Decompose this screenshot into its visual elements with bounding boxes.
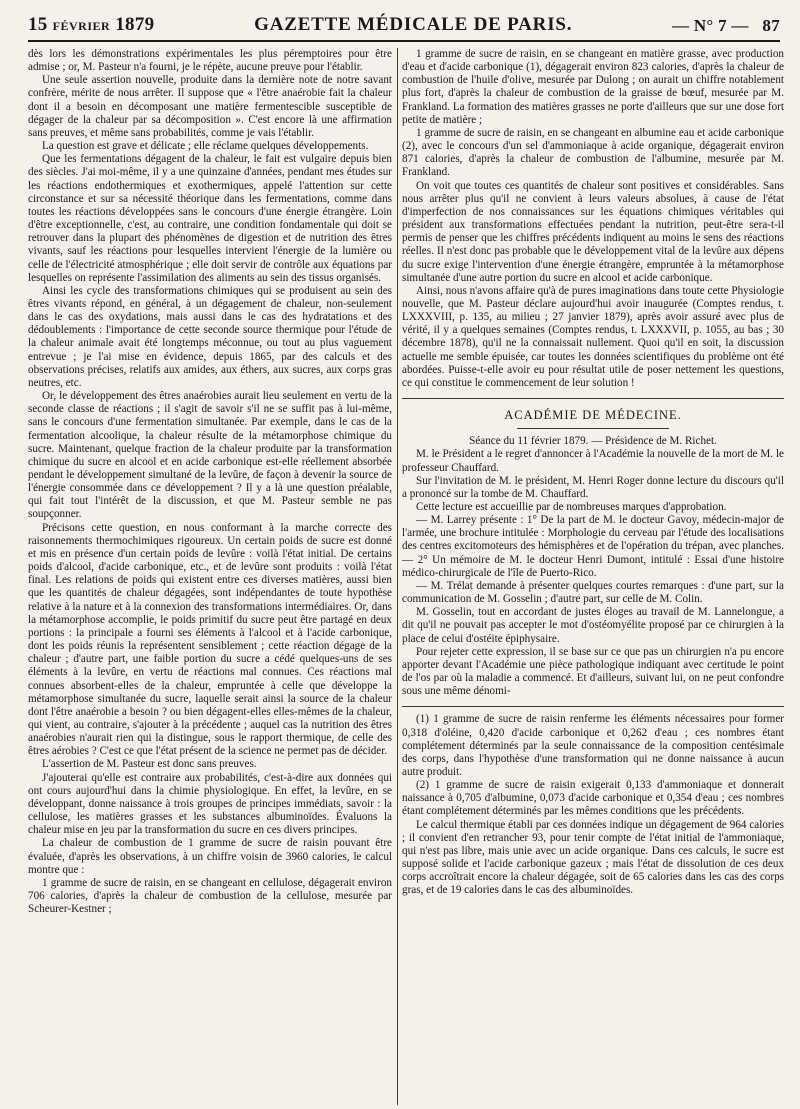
paragraph: Précisons cette question, en nous conformant à la marche correcte des raisonnements thermochimiques rigoureux. Un certain poids de sucre est donné et mis en présence d'un certain poids de levûre : voilà l'état initial. De certains poids d'alcool, d'acide carbonique, etc., et de levûre sont produits : voilà l'état final. Les relations de poids qui existent entre ces diverses matières, aussi bien que les quantités de chaleur dégagées, sont indépendantes de toute hypothèse relative à la nature et à la connexion des transformations intermédiaires. Or, dans la métamorphose accomplie, le poids primitif du sucre peut être partagé en deux portions : la principale a fourni ses éléments à l'alcool et à l'acide carbonique, dont les poids réunis la représentent sensiblement ; cette réaction dégage de la chaleur ; d'autre part, une faible portion du sucre a cédé quelques-uns de ses éléments à la levûre, en vertu de réactions mal connues. Ces réactions mal connues absorbent-elles de la chaleur, empruntée à celle que développe la métamorphose simultanée du sucre, laquelle serait ainsi la source de la chaleur dont l'être anaérobie a besoin ? ou bien dégagent-elles elles-mêmes de la chaleur, qui vient, au contraire, s'ajouter à la précédente ; auquel cas la nutrition des êtres anaérobies n'aurait rien qui la distingue, sous le rapport thermique, de celle des êtres aérobies ? C'est ce que l'état présent de la science ne permet pas de décider. (28, 521, 392, 758)
paragraph: Que les fermentations dégagent de la chaleur, le fait est vulgaire depuis bien des siècles. J'ai moi-même, il y a une quinzaine d'années, pendant mes études sur les réactions endothermiques et exothermiques, appelé l'attention sur cette circonstance et sur sa nécessité théorique dans les fermentations, comme dans toutes les réactions développées sans le concours d'une énergie étrangère. Loin d'être exceptionnelle, c'est, au contraire, une condition fondamentale qui doit se retrouver dans la plupart des phénomènes de digestion et de nutrition des êtres vivants, sauf les réactions pour lesquelles intervient l'énergie de la lumière ou celle de l'électricité atmosphérique ; elle doit servir de contrôle aux équations par lesquelles on représente l'assimilation des aliments au sein des tissus organisés. (28, 153, 392, 284)
page-number: 87 (762, 16, 780, 35)
paragraph: — M. Trélat demande à présenter quelques courtes remarques : d'une part, sur la communication de M. Gosselin ; d'autre part, sur celle de M. Colin. (402, 579, 784, 606)
paragraph: J'ajouterai qu'elle est contraire aux probabilités, c'est-à-dire aux données qui ont cours aujourd'hui dans la chimie physiologique. En effet, la levûre, en se développant, donne naissance à trois groupes de principes immédiats, savoir : la cellulose, les matières grasses et les substances albuminoïdes. Évaluons la chaleur mise en jeu par la transformation du sucre en ces divers principes. (28, 771, 392, 837)
issue-year: 1879 (115, 14, 155, 35)
right-column (402, 48, 784, 1105)
paragraph: La chaleur de combustion de 1 gramme de sucre de raisin pouvant être évaluée, d'après les observations, à un chiffre voisin de 3960 calories, le calcul montre que : (28, 837, 392, 876)
paragraph: Pour rejeter cette expression, il se base sur ce que pas un chirurgien n'a pu encore apporter devant l'Académie une pièce pathologique indiquant avec certitude le point de l'os par où la maladie a commencé. Et d'ailleurs, suivant lui, on ne peut confondre sous une même dénomi- (402, 645, 784, 698)
heading-rule (517, 428, 670, 429)
paragraph: Cette lecture est accueillie par de nombreuses marques d'approbation. (416, 501, 727, 513)
issue-date (28, 14, 154, 36)
issue-day: 15 (28, 14, 48, 35)
issue-month: FÉVRIER (52, 19, 111, 33)
paragraph: dès lors les démonstrations expérimentales les plus péremptoires pour être admise ; or, M. Pasteur n'a fourni, je le répète, aucune preuve pour l'établir. (28, 48, 392, 74)
footnote: (1) 1 gramme de sucre de raisin renferme les éléments nécessaires pour former 0,318 d'oléine, 0,420 d'acide carbonique et 0,262 d'eau ; ces nombres étant complétement déterminés par la seule connaissance de la composition centésimale des corps, dans l'hypothèse d'une transformation qui ne donne naissance à aucun autre produit. (402, 713, 784, 778)
footnote-rule (402, 706, 784, 707)
paragraph: 1 gramme de sucre de raisin, en se changeant en cellulose, dégagerait environ 706 calories, d'après la chaleur de combustion de la cellulose, mesurée par Scheurer-Kestner ; (28, 876, 392, 916)
seance-line: Séance du 11 février 1879. — Présidence de M. Richet. (469, 435, 717, 448)
paragraph: 1 gramme de sucre de raisin, en se changeant en albumine eau et acide carbonique (2), avec le concours d'un sel d'ammoniaque à acide organique, dégagerait environ 871 calories, d'après la chaleur de combustion de l'albumine, mesurée par M. Frankland. (402, 126, 784, 179)
paragraph: La question est grave et délicate ; elle réclame quelques développements. (42, 140, 369, 153)
footnotes (402, 713, 784, 897)
column-divider (397, 48, 398, 1105)
footnote: Le calcul thermique établi par ces données indique un dégagement de 964 calories ; il convient d'en retrancher 93, pour tenir compte de l'état initial de l'ammoniaque, qui n'est pas libre, mais unie avec un acide organique. Dans ces calculs, le sucre est supposé solide et l'acide carbonique gazeux ; mais l'état de dissolution de ces deux corps accroîtrait encore la chaleur dégagée, soit de 65 calories dans les cas des corps gras, et de 19 calories dans le cas des albuminoïdes. (402, 818, 784, 897)
page-header (28, 8, 780, 42)
paragraph: Ainsi les cycle des transformations chimiques qui se produisent au sein des êtres vivants répond, en général, à un dégagement de chaleur, non-seulement dans le cas des oxydations, mais aussi dans le cas des hydratations et des dédoublements : l'importance de cette seconde source thermique pour l'étude de la chaleur animale avait été longtemps méconnue, ou tout au plus vaguement entrevue ; je l'ai mise en évidence, depuis 1865, par des calculs et des observations précises, relatifs aux amides, aux éthers, aux sucres, aux corps gras neutres, etc. (28, 284, 392, 389)
left-column (28, 48, 392, 1105)
section-rule (402, 398, 784, 399)
section-heading: ACADÉMIE DE MÉDECINE. (504, 408, 682, 423)
paragraph: On voit que toutes ces quantités de chaleur sont positives et considérables. Sans nous arrêter plus qu'il ne convient à leurs valeurs absolues, à cause de l'état d'imperfection de nos connaissances sur les équations chimiques véritables qui président aux transformations effectuées pendant la nutrition, peut-être sera-t-il permis de penser que les chiffres précédents indiquent au moins le sens des réactions réelles. Il n'est donc pas probable que le développement vital de la levûre aux dépens du sucre exige l'intervention d'une énergie étrangère, empruntée à la métamorphose simultanée d'une autre portion du sucre en alcool et acide carbonique. (402, 179, 784, 284)
journal-title: GAZETTE MÉDICALE DE PARIS. (254, 14, 573, 35)
paragraph: Une seule assertion nouvelle, produite dans la dernière note de notre savant confrère, mérite de nous arrêter. Il suppose que « l'être anaérobie fait la chaleur dont il a besoin en décomposant une matière fermentescible susceptible de dégager de la chaleur par sa décomposition ». C'est encore là une affirmation sans preuves, et même sans probabilités, comme je vais l'établir. (28, 74, 392, 139)
paragraph: Ainsi, nous n'avons affaire qu'à de pures imaginations dans toute cette Physiologie nouvelle, que M. Pasteur déclare aujourd'hui avoir inaugurée (Comptes rendus, t. LXXXVIII, p. 135, au milieu ; 27 janvier 1879), après avoir assuré avec plus de vérité, il y a quelques semaines (Comptes rendus, t. LXXXVII, p. 1055, au bas ; 30 décembre 1878), qu'il ne la connaissait nullement. Quoi qu'il en soit, la discussion actuelle me semble épuisée, car toutes les données scientifiques du problème ont été abordées. Puisse-t-elle avoir eu pour résultat utile de poser nettement les questions, ce qui constitue le commencement de leur solution ! (402, 284, 784, 389)
paragraph: — M. Larrey présente : 1° De la part de M. le docteur Gavoy, médecin-major de l'armée, une brochure intitulée : Morphologie du cerveau par l'étude des localisations des centres excitomoteurs des hémisphères et de l'opération du trépan, avec planches. — 2° Un mémoire de M. le docteur Henri Dumont, intitulé : Essai d'une histoire médico-chirurgicale de l'île de Puerto-Rico. (402, 514, 784, 579)
paragraph: 1 gramme de sucre de raisin, en se changeant en matière grasse, avec production d'eau et d'acide carbonique (1), dégagerait environ 823 calories, d'après la chaleur de combustion de l'huile d'olive, mesurée par Dulong ; on aurait un chiffre notablement plus fort, d'après la chaleur de combustion de la graisse de bœuf, mesurée par M. Frankland. La formation des matières grasses ne porte d'ailleurs que sur une dose fort petite de matière ; (402, 48, 784, 126)
issue-page (672, 16, 780, 36)
issue-number: — N° 7 — (672, 16, 749, 35)
paragraph: Sur l'invitation de M. le président, M. Henri Roger donne lecture du discours qu'il a prononcé sur la tombe de M. Chauffard. (402, 474, 784, 500)
paragraph: Or, le développement des êtres anaérobies aurait lieu seulement en vertu de la seconde classe de réactions ; il s'agit de savoir s'il ne se suffit pas à lui-même, sans le concours d'une fermentation simultanée. Par exemple, dans le cas de la fermentation alcoolique, la chaleur résulte de la métamorphose chimique du sucre. Maintenant, quelque fraction de la chaleur produite par la transformation chimique du sucre en alcool et en acide carbonique est-elle réellement absorbée pendant le développement simultané de la levûre, de façon à devenir la source de l'énergie consommée dans ce développement ? Il y a là une question préalable, qui fait tout l'intérêt de la discussion, et que M. Pasteur semble ne pas soupçonner. (28, 390, 392, 521)
paragraph: M. Gosselin, tout en accordant de justes éloges au travail de M. Lannelongue, a dit qu'il ne pouvait pas accepter le mot d'ostéomyélite proposé par ce chirurgien à la place de celui d'ostéite épiphysaire. (402, 606, 784, 645)
paragraph: M. le Président a le regret d'annoncer à l'Académie la nouvelle de la mort de M. le professeur Chauffard. (402, 448, 784, 474)
paragraph: L'assertion de M. Pasteur est donc sans preuves. (42, 758, 257, 771)
footnote: (2) 1 gramme de sucre de raisin exigerait 0,133 d'ammoniaque et donnerait naissance à 0,705 d'albumine, 0,073 d'acide carbonique et 0,354 d'eau ; ces nombres étant complétement déterminés par les mêmes conditions que les précédents. (402, 779, 784, 818)
